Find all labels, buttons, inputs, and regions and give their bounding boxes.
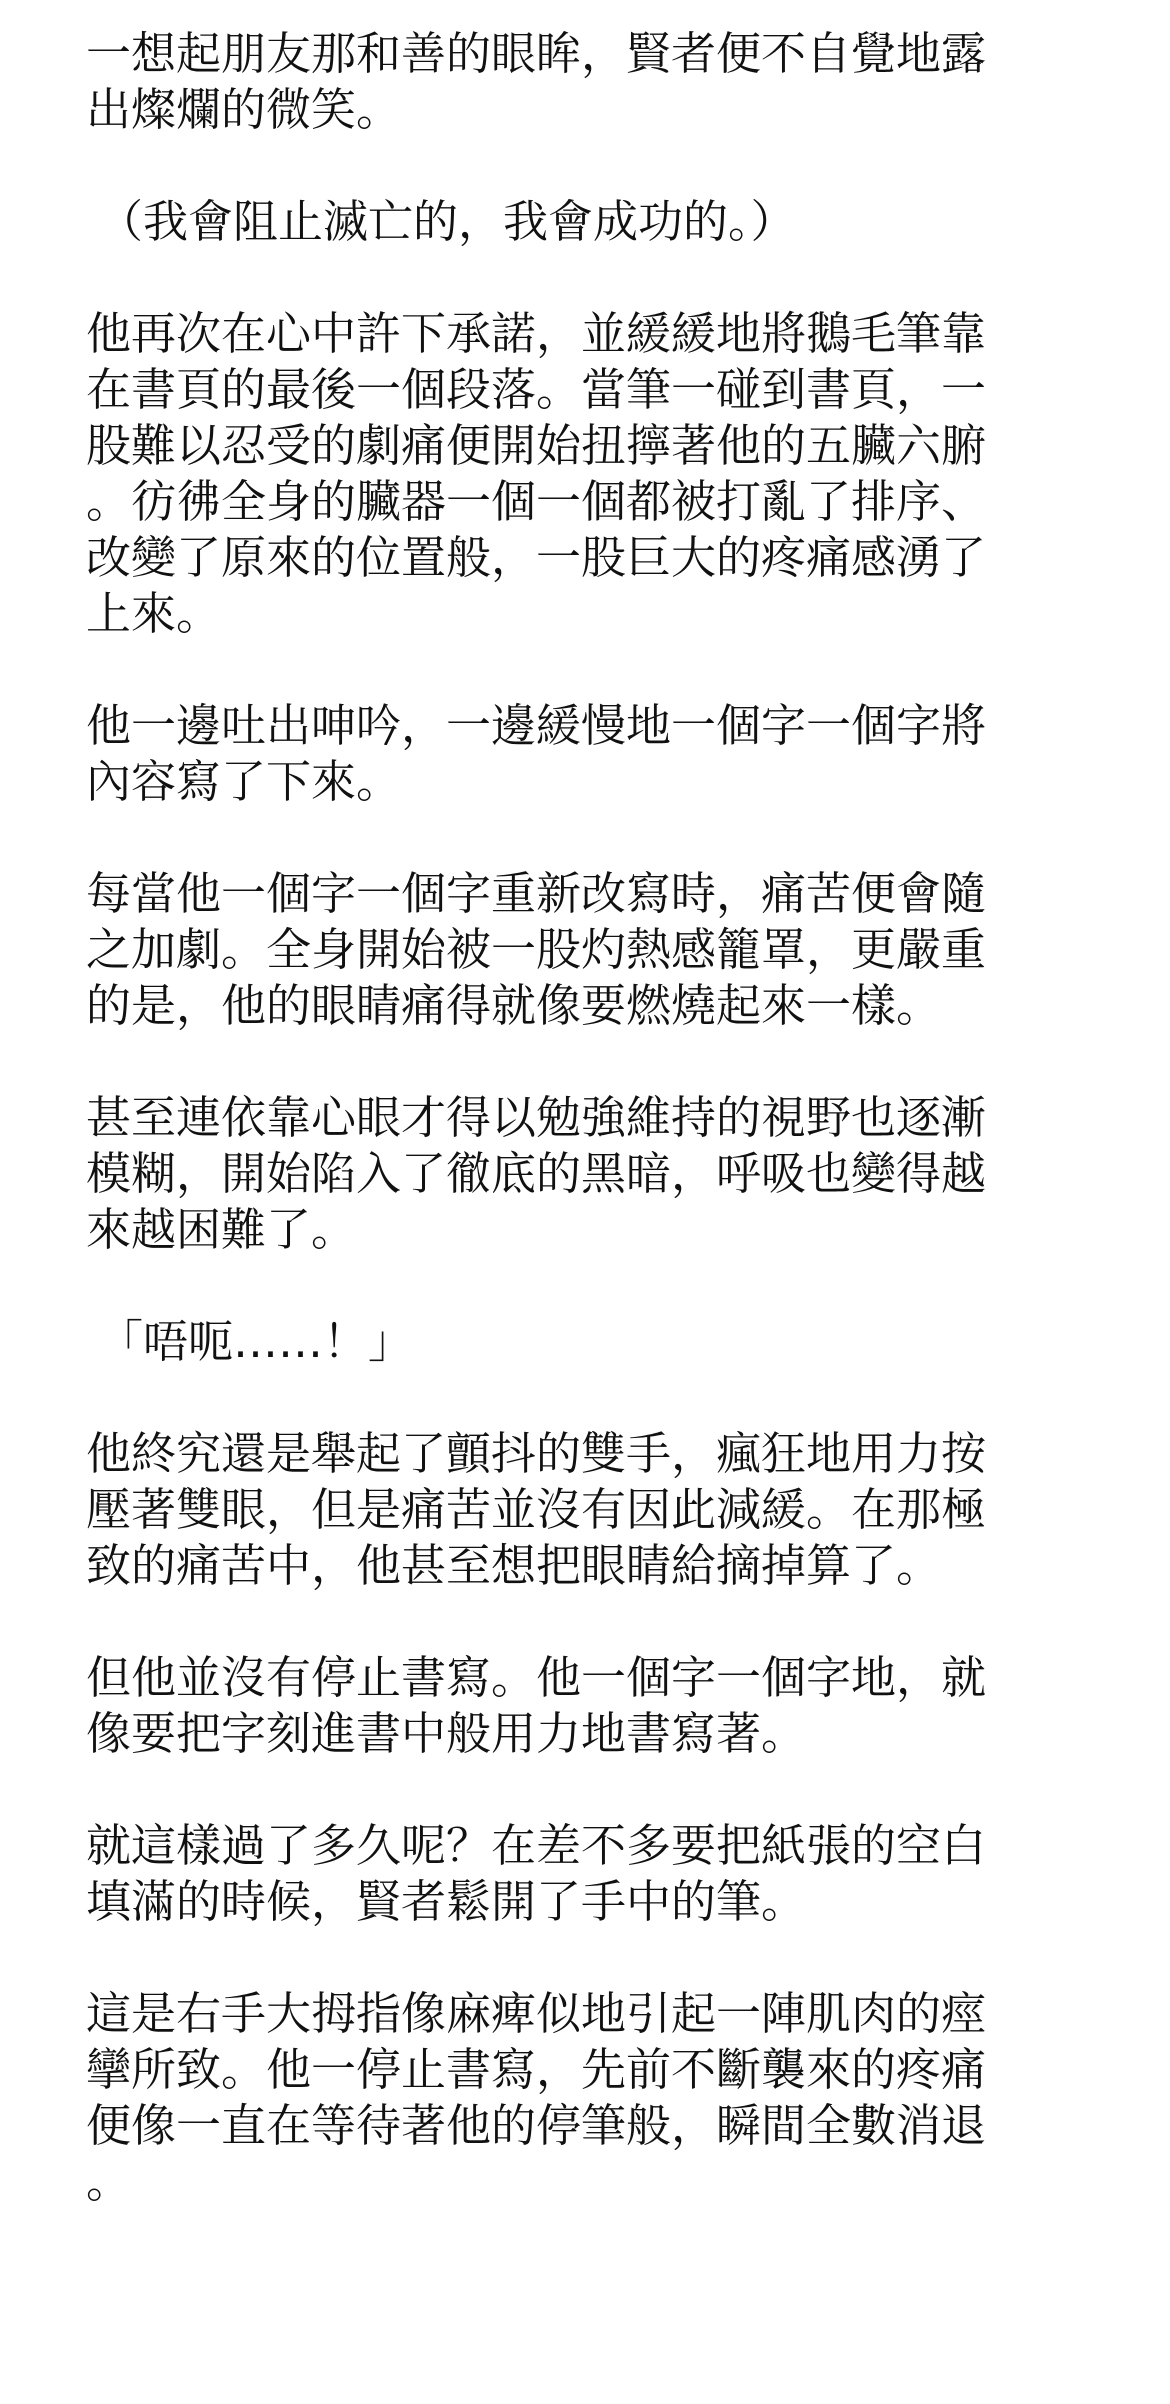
paragraph-smile: 一想起朋友那和善的眼眸，賢者便不自覺地露 出燦爛的微笑。 xyxy=(86,27,987,136)
text-page xyxy=(86,26,1086,2266)
paragraph-release-pen: 就這樣過了多久呢？在差不多要把紙張的空白 填滿的時候，賢者鬆開了手中的筆。 xyxy=(86,1819,987,1928)
paragraph-pressing-eyes: 他終究還是舉起了顫抖的雙手，瘋狂地用力按 壓著雙眼，但是痛苦並沒有因此減緩。在那極 致的痛苦中，他甚至想把眼睛給摘掉算了。 xyxy=(86,1427,987,1592)
paragraph-groan-writing: 他一邊吐出呻吟，一邊緩慢地一個字一個字將 內容寫了下來。 xyxy=(86,699,987,808)
paragraph-blurred-vision: 甚至連依靠心眼才得以勉強維持的視野也逐漸 模糊，開始陷入了徹底的黑暗，呼吸也變得越 來越困難了。 xyxy=(86,1091,987,1256)
paragraph-rewriting-pain: 每當他一個字一個字重新改寫時，痛苦便會隨 之加劇。全身開始被一股灼熱感籠罩，更嚴重 的是，他的眼睛痛得就像要燃燒起來一樣。 xyxy=(86,867,987,1032)
paragraph-cramp: 這是右手大拇指像麻痺似地引起一陣肌肉的痙 攣所致。他一停止書寫，先前不斷襲來的疼痛 便像一直在等待著他的停筆般，瞬間全數消退 。 xyxy=(86,1987,987,2208)
paragraph-keep-writing: 但他並沒有停止書寫。他一個字一個字地，就 像要把字刻進書中般用力地書寫著。 xyxy=(86,1651,987,1760)
paragraph-quill-pain: 他再次在心中許下承諾，並緩緩地將鵝毛筆靠 在書頁的最後一個段落。當筆一碰到書頁，一 股難以忍受的劇痛便開始扭擰著他的五臟六腑 。彷彿全身的臟器一個一個都被打亂了排序、 改變了原來的位置般，一股巨大的疼痛感湧了 上來。 xyxy=(86,307,987,640)
paragraph-inner-vow: （我會阻止滅亡的，我會成功的。） xyxy=(98,195,796,248)
paragraph-groan-quote: 「唔呃……！」 xyxy=(98,1315,414,1368)
